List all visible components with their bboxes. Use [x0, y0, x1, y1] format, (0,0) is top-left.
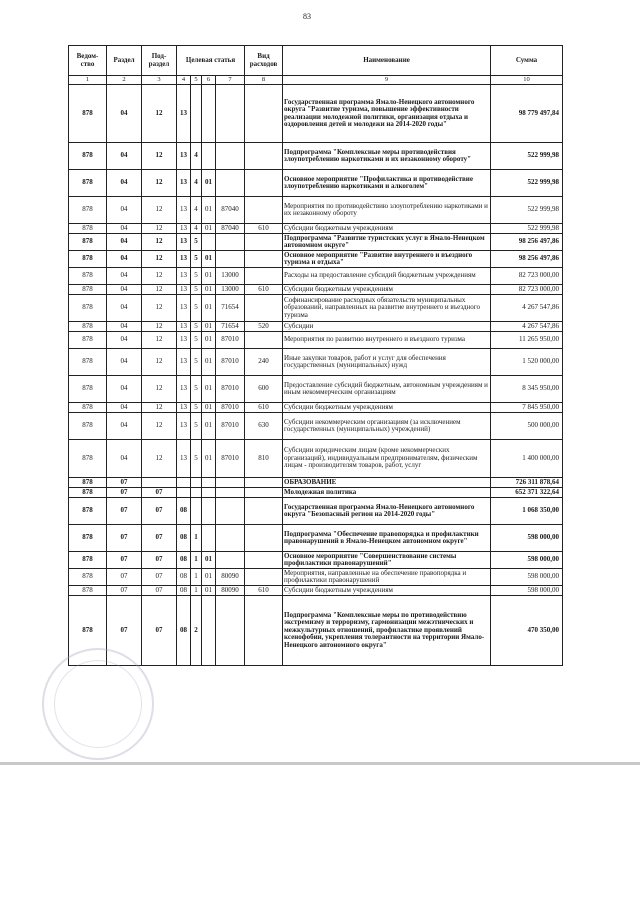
budget-table: [68, 45, 563, 666]
cell-razdel: 04: [107, 413, 142, 440]
cell-razdel: 07: [107, 498, 142, 525]
cell-cs2: [191, 488, 202, 498]
cell-cs3: [202, 234, 216, 251]
cell-razdel: 04: [107, 349, 142, 376]
cell-podrazdel: 12: [142, 143, 177, 170]
cell-name: Субсидии некоммерческим организациям (за исключением государственных (муниципальных) учреждений): [283, 413, 491, 440]
cell-cs1: 13: [177, 332, 191, 349]
cell-vid: [245, 596, 283, 666]
cell-podrazdel: 12: [142, 403, 177, 413]
cell-cs2: 5: [191, 268, 202, 285]
cell-vid: 520: [245, 322, 283, 332]
cell-sum: 1 068 350,00: [491, 498, 563, 525]
cell-name: Субсидии бюджетным учреждениям: [283, 224, 491, 234]
cell-vedomstvo: 878: [69, 488, 107, 498]
header-razdel: Раздел: [107, 46, 142, 76]
cell-name: Основное мероприятие "Профилактика и противодействие злоупотреблению наркотиками и алкоголем": [283, 170, 491, 197]
cell-podrazdel: 07: [142, 525, 177, 552]
cell-cs3: 01: [202, 413, 216, 440]
cell-vid: [245, 268, 283, 285]
cell-podrazdel: 12: [142, 322, 177, 332]
cell-sum: 522 999,98: [491, 143, 563, 170]
cell-cs1: 13: [177, 376, 191, 403]
cell-razdel: 04: [107, 322, 142, 332]
cell-vid: [245, 143, 283, 170]
cell-name: Мероприятия по противодействию злоупотреблению наркотиками и их незаконному обороту: [283, 197, 491, 224]
cell-cs4: [216, 85, 245, 143]
column-number: 2: [107, 76, 142, 85]
cell-name: Субсидии: [283, 322, 491, 332]
cell-cs1: 13: [177, 251, 191, 268]
cell-cs4: 71654: [216, 295, 245, 322]
cell-razdel: 07: [107, 596, 142, 666]
cell-cs2: 5: [191, 403, 202, 413]
cell-razdel: 07: [107, 525, 142, 552]
table-row: [69, 170, 563, 197]
cell-cs4: 87010: [216, 349, 245, 376]
cell-cs3: [202, 488, 216, 498]
table-row: [69, 525, 563, 552]
table-row: [69, 552, 563, 569]
column-number: 6: [202, 76, 216, 85]
cell-vedomstvo: 878: [69, 586, 107, 596]
column-number: 5: [191, 76, 202, 85]
cell-vedomstvo: 878: [69, 197, 107, 224]
header-vedomstvo: Ведом-ство: [69, 46, 107, 76]
cell-vedomstvo: 878: [69, 85, 107, 143]
cell-name: Субсидии бюджетным учреждениям: [283, 586, 491, 596]
cell-vedomstvo: 878: [69, 569, 107, 586]
cell-cs1: 08: [177, 552, 191, 569]
cell-cs3: [202, 525, 216, 552]
cell-vid: 610: [245, 586, 283, 596]
cell-vid: [245, 552, 283, 569]
header-celevaya-statya: Целевая статья: [177, 46, 245, 76]
cell-cs4: 87010: [216, 403, 245, 413]
table-row: [69, 596, 563, 666]
cell-name: Государственная программа Ямало-Ненецкого автономного округа "Безопасный регион на 2014-2020 годы": [283, 498, 491, 525]
scan-edge: [0, 762, 640, 765]
cell-cs4: 87040: [216, 224, 245, 234]
cell-name: Подпрограмма "Комплексные меры по противодействию экстремизму и терроризму, гармонизации межэтнических и межкультурных отношений, профилактике проявлений ксенофобии, укрепления толерантности на территории Ямало-Ненецкого автономного округа": [283, 596, 491, 666]
cell-cs2: 4: [191, 197, 202, 224]
cell-cs3: 01: [202, 170, 216, 197]
cell-cs3: 01: [202, 268, 216, 285]
cell-cs2: 5: [191, 322, 202, 332]
cell-cs3: 01: [202, 376, 216, 403]
cell-name: Субсидии бюджетным учреждениям: [283, 403, 491, 413]
cell-razdel: 07: [107, 488, 142, 498]
cell-name: Основное мероприятие "Развитие внутреннего и въездного туризма и отдыха": [283, 251, 491, 268]
cell-vedomstvo: 878: [69, 552, 107, 569]
cell-podrazdel: 12: [142, 234, 177, 251]
table-row: [69, 498, 563, 525]
cell-cs3: 01: [202, 403, 216, 413]
cell-razdel: 04: [107, 197, 142, 224]
cell-cs1: 13: [177, 170, 191, 197]
cell-vedomstvo: 878: [69, 322, 107, 332]
cell-vid: [245, 170, 283, 197]
cell-cs3: 01: [202, 197, 216, 224]
cell-vid: [245, 85, 283, 143]
cell-sum: 522 999,98: [491, 224, 563, 234]
header-podrazdel: Под-раздел: [142, 46, 177, 76]
cell-razdel: 04: [107, 285, 142, 295]
cell-vedomstvo: 878: [69, 440, 107, 478]
cell-sum: 500 000,00: [491, 413, 563, 440]
cell-vid: [245, 332, 283, 349]
table-row: [69, 143, 563, 170]
column-number: 1: [69, 76, 107, 85]
cell-vid: [245, 488, 283, 498]
cell-cs1: 13: [177, 413, 191, 440]
cell-vedomstvo: 878: [69, 596, 107, 666]
cell-podrazdel: 12: [142, 295, 177, 322]
table-row: [69, 413, 563, 440]
cell-sum: 726 311 878,64: [491, 478, 563, 488]
table-row: [69, 251, 563, 268]
cell-razdel: 04: [107, 295, 142, 322]
cell-cs2: 5: [191, 234, 202, 251]
column-number: 7: [216, 76, 245, 85]
cell-cs4: [216, 234, 245, 251]
cell-cs2: 1: [191, 569, 202, 586]
header-naimenovanie: Наименование: [283, 46, 491, 76]
cell-cs2: 2: [191, 596, 202, 666]
cell-vedomstvo: 878: [69, 295, 107, 322]
cell-razdel: 04: [107, 234, 142, 251]
cell-podrazdel: 12: [142, 251, 177, 268]
cell-cs4: 87040: [216, 197, 245, 224]
cell-cs4: 13000: [216, 285, 245, 295]
table-row: [69, 478, 563, 488]
cell-sum: 598 000,00: [491, 525, 563, 552]
cell-cs3: [202, 498, 216, 525]
cell-sum: 4 267 547,86: [491, 322, 563, 332]
cell-vid: 630: [245, 413, 283, 440]
cell-cs4: [216, 596, 245, 666]
cell-name: Государственная программа Ямало-Ненецкого автономного округа "Развитие туризма, повышение эффективности реализации молодежной политики, организация отдыха и оздоровления детей и молодежи на 2014-2020 годы": [283, 85, 491, 143]
cell-razdel: 04: [107, 332, 142, 349]
cell-cs1: 08: [177, 586, 191, 596]
cell-vedomstvo: 878: [69, 376, 107, 403]
cell-cs4: 87010: [216, 376, 245, 403]
table-row: [69, 569, 563, 586]
column-number: 4: [177, 76, 191, 85]
cell-vid: 610: [245, 285, 283, 295]
cell-cs1: 13: [177, 349, 191, 376]
cell-name: Молодежная политика: [283, 488, 491, 498]
cell-sum: 98 256 497,86: [491, 234, 563, 251]
cell-razdel: 04: [107, 251, 142, 268]
cell-name: Мероприятия, направленные на обеспечение правопорядка и профилактики правонарушений: [283, 569, 491, 586]
page-number: 83: [303, 12, 311, 21]
cell-vedomstvo: 878: [69, 268, 107, 285]
table-row: [69, 234, 563, 251]
cell-name: Подпрограмма "Развитие туристских услуг в Ямало-Ненецком автономном округе": [283, 234, 491, 251]
cell-cs1: [177, 478, 191, 488]
table-row: [69, 295, 563, 322]
cell-podrazdel: 07: [142, 569, 177, 586]
cell-vedomstvo: 878: [69, 498, 107, 525]
column-number: 10: [491, 76, 563, 85]
cell-cs1: 13: [177, 440, 191, 478]
cell-podrazdel: 12: [142, 285, 177, 295]
cell-vedomstvo: 878: [69, 403, 107, 413]
cell-podrazdel: 12: [142, 413, 177, 440]
cell-razdel: 04: [107, 440, 142, 478]
cell-cs4: [216, 498, 245, 525]
cell-cs3: 01: [202, 285, 216, 295]
cell-cs2: 5: [191, 295, 202, 322]
cell-razdel: 07: [107, 478, 142, 488]
cell-sum: 98 256 497,86: [491, 251, 563, 268]
cell-vedomstvo: 878: [69, 525, 107, 552]
table-row: [69, 85, 563, 143]
cell-vid: [245, 295, 283, 322]
cell-name: Софинансирование расходных обязательств муниципальных образований, направленных на развитие внутреннего и въездного туризма: [283, 295, 491, 322]
cell-sum: 522 999,98: [491, 197, 563, 224]
cell-podrazdel: 12: [142, 376, 177, 403]
cell-cs2: 4: [191, 224, 202, 234]
cell-cs2: 1: [191, 586, 202, 596]
cell-cs1: 08: [177, 525, 191, 552]
cell-cs3: 01: [202, 322, 216, 332]
cell-sum: 82 723 000,00: [491, 285, 563, 295]
cell-name: ОБРАЗОВАНИЕ: [283, 478, 491, 488]
cell-cs1: 13: [177, 403, 191, 413]
cell-cs1: 13: [177, 234, 191, 251]
cell-vedomstvo: 878: [69, 413, 107, 440]
cell-vid: 600: [245, 376, 283, 403]
cell-cs4: 87010: [216, 440, 245, 478]
cell-cs1: 13: [177, 268, 191, 285]
cell-podrazdel: 07: [142, 586, 177, 596]
cell-vid: [245, 251, 283, 268]
cell-cs3: [202, 478, 216, 488]
table-row: [69, 440, 563, 478]
cell-podrazdel: 12: [142, 349, 177, 376]
cell-name: Подпрограмма "Комплексные меры противодействия злоупотреблению наркотиками и их незаконному обороту": [283, 143, 491, 170]
table-row: [69, 224, 563, 234]
table-row: [69, 403, 563, 413]
cell-name: Расходы на предоставление субсидий бюджетным учреждениям: [283, 268, 491, 285]
cell-razdel: 07: [107, 552, 142, 569]
cell-razdel: 04: [107, 143, 142, 170]
table-row: [69, 268, 563, 285]
cell-cs1: 08: [177, 596, 191, 666]
cell-cs3: 01: [202, 224, 216, 234]
cell-vedomstvo: 878: [69, 478, 107, 488]
cell-vid: [245, 498, 283, 525]
cell-sum: 82 723 000,00: [491, 268, 563, 285]
table-row: [69, 488, 563, 498]
cell-vedomstvo: 878: [69, 332, 107, 349]
cell-cs3: [202, 85, 216, 143]
cell-cs1: 13: [177, 322, 191, 332]
cell-podrazdel: 12: [142, 268, 177, 285]
cell-cs3: 01: [202, 586, 216, 596]
cell-vid: [245, 197, 283, 224]
cell-cs2: 5: [191, 440, 202, 478]
cell-name: Основное мероприятие "Совершенствование системы профилактики правонарушений": [283, 552, 491, 569]
cell-vedomstvo: 878: [69, 143, 107, 170]
cell-vid: [245, 525, 283, 552]
cell-podrazdel: 12: [142, 170, 177, 197]
cell-razdel: 07: [107, 569, 142, 586]
cell-vid: [245, 569, 283, 586]
cell-cs2: 5: [191, 349, 202, 376]
cell-cs2: 1: [191, 525, 202, 552]
cell-cs2: [191, 498, 202, 525]
cell-vid: 610: [245, 403, 283, 413]
cell-cs2: 1: [191, 552, 202, 569]
faded-stamp: [42, 648, 154, 760]
cell-name: Субсидии бюджетным учреждениям: [283, 285, 491, 295]
cell-cs2: 5: [191, 285, 202, 295]
cell-cs4: [216, 488, 245, 498]
cell-cs4: 13000: [216, 268, 245, 285]
cell-cs2: 4: [191, 143, 202, 170]
cell-vedomstvo: 878: [69, 170, 107, 197]
cell-vedomstvo: 878: [69, 285, 107, 295]
table-row: [69, 285, 563, 295]
cell-name: Мероприятия по развитию внутреннего и въездного туризма: [283, 332, 491, 349]
cell-cs1: [177, 488, 191, 498]
cell-razdel: 04: [107, 376, 142, 403]
cell-sum: 470 350,00: [491, 596, 563, 666]
cell-name: Субсидии юридическим лицам (кроме некоммерческих организаций), индивидуальным предпринимателям, физическим лицам - производителям товаров, работ, услуг: [283, 440, 491, 478]
cell-cs2: 4: [191, 170, 202, 197]
cell-cs1: 13: [177, 285, 191, 295]
cell-cs3: 01: [202, 552, 216, 569]
cell-sum: 4 267 547,86: [491, 295, 563, 322]
cell-podrazdel: 07: [142, 552, 177, 569]
cell-cs1: 13: [177, 224, 191, 234]
cell-vedomstvo: 878: [69, 224, 107, 234]
cell-cs3: [202, 596, 216, 666]
cell-podrazdel: 12: [142, 224, 177, 234]
cell-razdel: 04: [107, 268, 142, 285]
cell-cs4: [216, 525, 245, 552]
cell-sum: 7 845 950,00: [491, 403, 563, 413]
cell-vid: 610: [245, 224, 283, 234]
cell-sum: 8 345 950,00: [491, 376, 563, 403]
cell-podrazdel: 12: [142, 85, 177, 143]
cell-cs3: 01: [202, 440, 216, 478]
cell-vid: 810: [245, 440, 283, 478]
cell-cs3: 01: [202, 569, 216, 586]
cell-vid: 240: [245, 349, 283, 376]
cell-razdel: 04: [107, 403, 142, 413]
cell-razdel: 04: [107, 85, 142, 143]
table-row: [69, 332, 563, 349]
cell-sum: 1 400 000,00: [491, 440, 563, 478]
cell-name: Подпрограмма "Обеспечение правопорядка и профилактики правонарушений в Ямало-Ненецком автономном округе": [283, 525, 491, 552]
cell-sum: 598 000,00: [491, 569, 563, 586]
column-number: 9: [283, 76, 491, 85]
cell-cs1: 13: [177, 197, 191, 224]
cell-podrazdel: 12: [142, 332, 177, 349]
cell-podrazdel: 12: [142, 440, 177, 478]
cell-cs2: [191, 85, 202, 143]
cell-cs4: 80090: [216, 586, 245, 596]
header-vid-raskhodov: Вид расходов: [245, 46, 283, 76]
table-row: [69, 349, 563, 376]
cell-razdel: 07: [107, 586, 142, 596]
cell-cs1: 13: [177, 143, 191, 170]
cell-sum: 1 520 000,00: [491, 349, 563, 376]
table-row: [69, 322, 563, 332]
cell-vedomstvo: 878: [69, 349, 107, 376]
cell-cs4: [216, 170, 245, 197]
cell-name: Предоставление субсидий бюджетным, автономным учреждениям и иным некоммерческим организациям: [283, 376, 491, 403]
cell-cs4: [216, 552, 245, 569]
column-number: 8: [245, 76, 283, 85]
cell-cs4: [216, 143, 245, 170]
cell-sum: 598 000,00: [491, 552, 563, 569]
cell-cs2: 5: [191, 332, 202, 349]
column-number: 3: [142, 76, 177, 85]
cell-cs2: 5: [191, 376, 202, 403]
cell-vedomstvo: 878: [69, 234, 107, 251]
cell-cs3: 01: [202, 295, 216, 322]
cell-vid: [245, 478, 283, 488]
cell-cs1: 08: [177, 569, 191, 586]
cell-sum: 522 999,98: [491, 170, 563, 197]
cell-cs4: 87010: [216, 413, 245, 440]
table-row: [69, 376, 563, 403]
cell-name: Иные закупки товаров, работ и услуг для обеспечения государственных (муниципальных) нужд: [283, 349, 491, 376]
cell-sum: 98 779 497,84: [491, 85, 563, 143]
cell-cs4: 87010: [216, 332, 245, 349]
cell-cs3: 01: [202, 349, 216, 376]
table-row: [69, 586, 563, 596]
cell-sum: 11 265 950,00: [491, 332, 563, 349]
cell-cs3: 01: [202, 332, 216, 349]
cell-podrazdel: 12: [142, 197, 177, 224]
cell-podrazdel: [142, 478, 177, 488]
cell-vid: [245, 234, 283, 251]
cell-sum: 598 000,00: [491, 586, 563, 596]
cell-cs2: 5: [191, 413, 202, 440]
cell-cs3: [202, 143, 216, 170]
cell-cs4: [216, 251, 245, 268]
cell-razdel: 04: [107, 170, 142, 197]
cell-cs4: [216, 478, 245, 488]
cell-cs4: 80090: [216, 569, 245, 586]
cell-podrazdel: 07: [142, 488, 177, 498]
cell-podrazdel: 07: [142, 596, 177, 666]
cell-cs1: 13: [177, 85, 191, 143]
header-summa: Сумма: [491, 46, 563, 76]
cell-cs2: [191, 478, 202, 488]
cell-cs1: 08: [177, 498, 191, 525]
cell-razdel: 04: [107, 224, 142, 234]
cell-cs1: 13: [177, 295, 191, 322]
cell-podrazdel: 07: [142, 498, 177, 525]
table-row: [69, 197, 563, 224]
cell-cs4: 71654: [216, 322, 245, 332]
cell-cs2: 5: [191, 251, 202, 268]
cell-vedomstvo: 878: [69, 251, 107, 268]
cell-cs3: 01: [202, 251, 216, 268]
cell-sum: 652 371 322,64: [491, 488, 563, 498]
